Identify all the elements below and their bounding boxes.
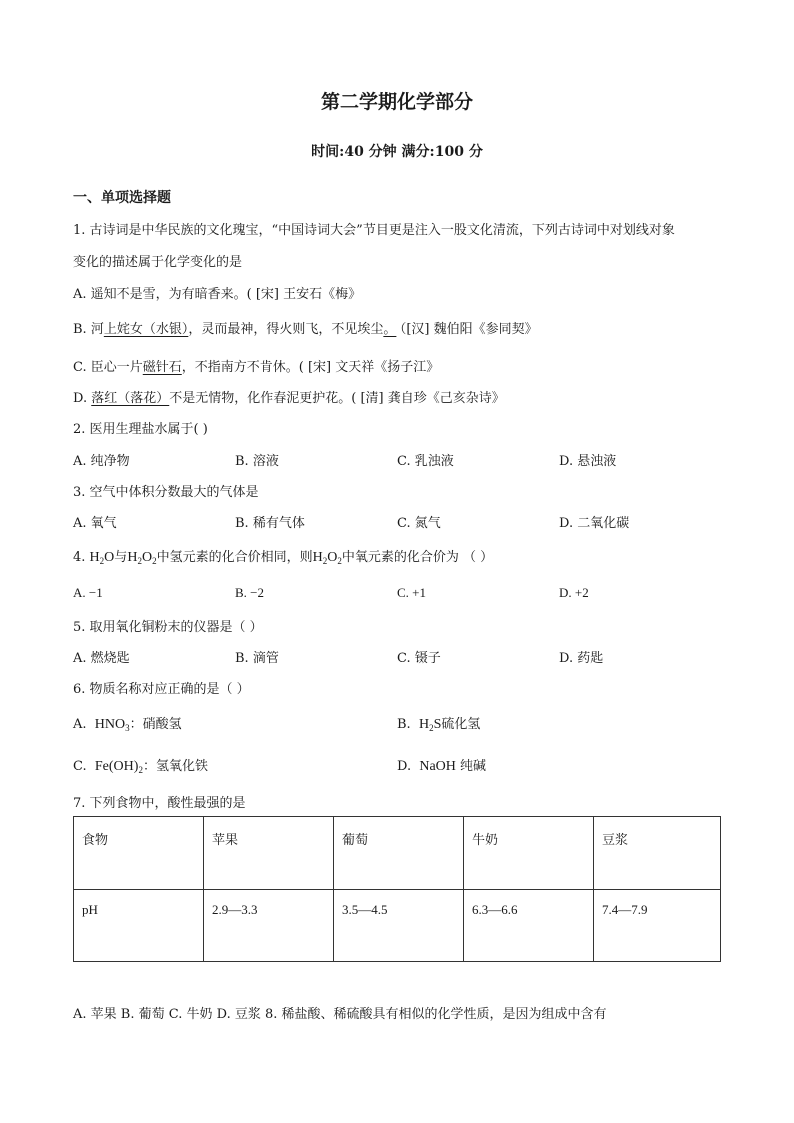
q1-stem-line2: 变化的描述属于化学变化的是 <box>73 255 243 270</box>
q7-stem: 7. 下列食物中，酸性最强的是 <box>73 796 246 811</box>
q1-b-dot: 。 <box>383 322 397 337</box>
q4-option-c: C. +1 <box>397 585 427 600</box>
q7-answers-and-q8-stem: A. 苹果 B. 葡萄 C. 牛奶 D. 豆浆 8. 稀盐酸、稀硫酸具有相似的化学性质，是因为组成中含有 <box>73 1007 607 1022</box>
q4-text-end: 中氧元素的化合价为 （ ） <box>341 550 494 565</box>
q4-option-d: D. +2 <box>559 585 589 600</box>
q4-stem <box>73 546 493 566</box>
q4-formula-h2o2-b: $H_2O_2$ <box>312 550 342 566</box>
q6-a-formula: $HNO_3$ <box>94 717 130 733</box>
q1-b-prefix: B. 河 <box>73 322 104 337</box>
table-header-row <box>74 817 721 890</box>
q4-formula-h2o: $H_2O$ <box>89 550 115 566</box>
q5-option-d: D. 药匙 <box>559 651 604 666</box>
q4-option-b: B. −2 <box>235 585 265 600</box>
q2-option-a: A. 纯净物 <box>73 454 130 469</box>
q3-option-a: A. 氧气 <box>73 516 117 531</box>
q5-option-a: A. 燃烧匙 <box>73 651 130 666</box>
q1-option-a: A. 遥知不是雪，为有暗香来。( [宋] 王安石《梅》 <box>73 287 362 302</box>
table-cell: 6.3—6.6 <box>464 890 594 962</box>
q1-d-prefix: D. <box>73 391 92 406</box>
exam-time-score: 时间:40 分钟 满分:100 分 <box>311 144 483 160</box>
q1-option-d <box>73 387 505 406</box>
q2-stem: 2. 医用生理盐水属于( ) <box>73 422 208 437</box>
q6-b-formula: $H_2S$ <box>418 717 442 733</box>
q5-stem: 5. 取用氧化铜粉末的仪器是（ ） <box>73 620 263 635</box>
table-cell: 葡萄 <box>334 817 464 890</box>
page-title: 第二学期化学部分 <box>320 91 473 113</box>
table-cell: pH <box>74 890 204 962</box>
q1-b-suffix: （[汉] 魏伯阳《参同契》 <box>393 322 538 337</box>
q1-c-prefix: C. 臣心一片 <box>73 360 143 375</box>
ph-table <box>73 816 721 962</box>
q4-formula-h2o2: $H_2O_2$ <box>127 550 157 566</box>
table-cell: 7.4—7.9 <box>594 890 721 962</box>
q3-option-d: D. 二氧化碳 <box>559 516 630 531</box>
table-row <box>74 890 721 962</box>
q3-option-b: B. 稀有气体 <box>235 516 305 531</box>
q4-option-a: A. −1 <box>73 585 103 600</box>
q5-option-c: C. 镊子 <box>397 651 441 666</box>
q1-b-middle: ，灵而最神，得火则飞，不见埃尘 <box>188 322 384 337</box>
q2-option-b: B. 溶液 <box>235 454 279 469</box>
q1-c-underlined: 磁针石 <box>142 360 182 375</box>
q1-c-suffix: ，不指南方不肯休。( [宋] 文天祥《扬子江》 <box>181 360 440 375</box>
q1-d-suffix: 不是无情物，化作春泥更护花。( [清] 龚自珍《己亥杂诗》 <box>169 391 505 406</box>
q6-stem: 6. 物质名称对应正确的是（ ） <box>73 682 250 697</box>
q6-d-formula: NaOH <box>419 759 456 774</box>
q1-stem-line1: 1. 古诗词是中华民族的文化瑰宝，“中国诗词大会”节目更是注入一股文化清流，下列古诗词中对划线对象 <box>73 223 675 238</box>
q3-option-c: C. 氮气 <box>397 516 441 531</box>
q1-option-b <box>73 318 538 337</box>
q3-stem: 3. 空气中体积分数最大的气体是 <box>73 485 259 500</box>
q4-number: 4. <box>73 550 86 565</box>
table-cell: 牛奶 <box>464 817 594 890</box>
section-heading: 一、单项选择题 <box>73 190 171 206</box>
table-cell: 食物 <box>74 817 204 890</box>
table-cell: 苹果 <box>204 817 334 890</box>
table-cell: 2.9—3.3 <box>204 890 334 962</box>
q4-text-mid: 中氢元素的化合价相同，则 <box>156 550 313 565</box>
q4-text-and: 与 <box>114 550 128 565</box>
q5-option-b: B. 滴管 <box>235 651 279 666</box>
q6-option-d: D. NaOH 纯碱 <box>397 759 487 774</box>
q6-option-b: B. $H_2S$硫化氢 <box>397 717 481 733</box>
table-cell: 3.5—4.5 <box>334 890 464 962</box>
q6-option-c: C. $Fe(OH)_2$：氢氧化铁 <box>73 759 208 775</box>
q2-option-d: D. 悬浊液 <box>559 454 617 469</box>
q1-option-c <box>73 356 439 375</box>
q1-d-underlined: 落红（落花） <box>91 391 170 406</box>
q1-b-underlined: 上姹女（水银） <box>103 322 189 337</box>
q6-option-a: A. $HNO_3$：硝酸氢 <box>73 717 182 733</box>
table-cell: 豆浆 <box>594 817 721 890</box>
q6-c-formula: $Fe(OH)_2$ <box>94 759 143 775</box>
q2-option-c: C. 乳浊液 <box>397 454 454 469</box>
